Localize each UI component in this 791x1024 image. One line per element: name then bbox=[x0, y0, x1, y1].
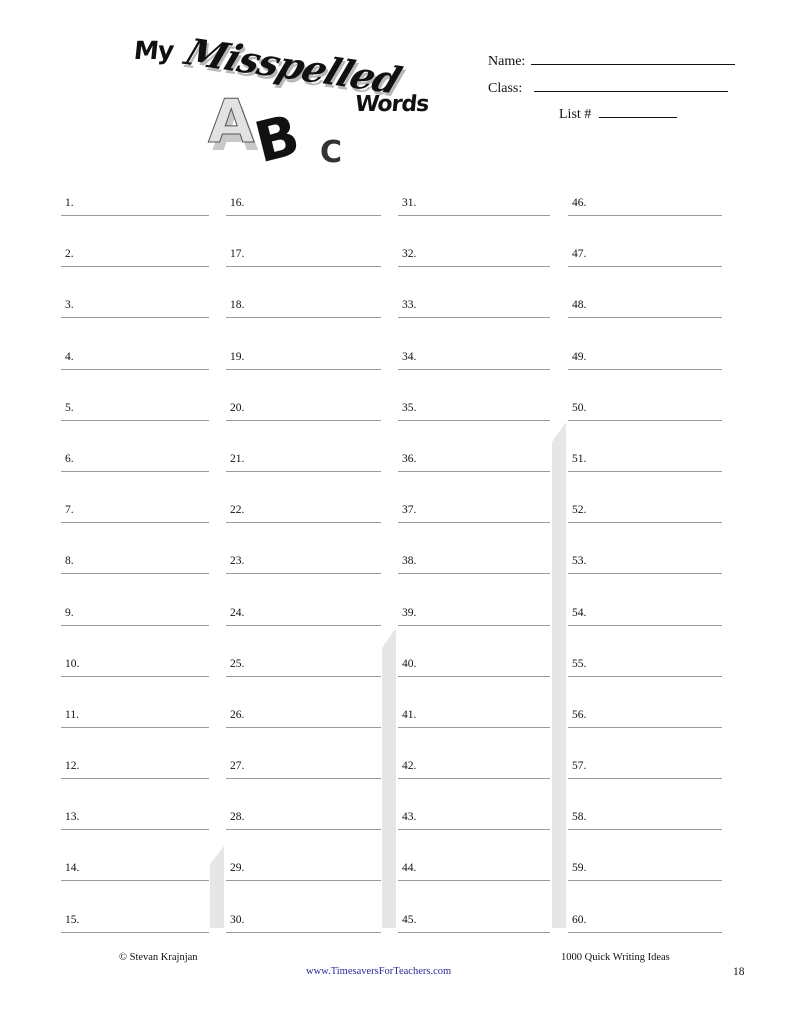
entry-write-line[interactable] bbox=[61, 471, 209, 472]
entry-write-line[interactable] bbox=[568, 471, 722, 472]
list-entry[interactable] bbox=[226, 551, 381, 602]
entry-number: 48. bbox=[572, 299, 587, 312]
list-entry[interactable] bbox=[398, 449, 550, 500]
entry-write-line[interactable] bbox=[226, 215, 381, 216]
name-field[interactable] bbox=[488, 52, 735, 70]
entry-number: 57. bbox=[572, 760, 587, 773]
list-entry[interactable] bbox=[226, 654, 381, 705]
entry-number: 15. bbox=[65, 913, 80, 926]
entry-write-line[interactable] bbox=[398, 471, 550, 472]
list-entry[interactable] bbox=[398, 295, 550, 346]
list-entry[interactable] bbox=[61, 347, 209, 398]
entry-number: 56. bbox=[572, 708, 587, 721]
entry-number: 30. bbox=[230, 913, 245, 926]
list-entry[interactable] bbox=[398, 603, 550, 654]
list-entry[interactable] bbox=[398, 756, 550, 807]
list-entry[interactable] bbox=[61, 603, 209, 654]
entry-write-line[interactable] bbox=[226, 471, 381, 472]
entry-number: 23. bbox=[230, 555, 245, 568]
entry-write-line[interactable] bbox=[398, 369, 550, 370]
list-entry[interactable] bbox=[226, 449, 381, 500]
list-entry[interactable] bbox=[398, 347, 550, 398]
entry-number: 2. bbox=[65, 248, 74, 261]
list-entry[interactable] bbox=[61, 449, 209, 500]
list-entry[interactable] bbox=[226, 347, 381, 398]
list-entry[interactable] bbox=[568, 551, 722, 602]
entry-write-line[interactable] bbox=[568, 522, 722, 523]
entry-number: 20. bbox=[230, 401, 245, 414]
entry-number: 14. bbox=[65, 862, 80, 875]
list-entry[interactable] bbox=[568, 295, 722, 346]
entry-write-line[interactable] bbox=[61, 727, 209, 728]
list-entry[interactable] bbox=[398, 398, 550, 449]
entry-number: 55. bbox=[572, 657, 587, 670]
entry-write-line[interactable] bbox=[61, 625, 209, 626]
entry-write-line[interactable] bbox=[226, 369, 381, 370]
entry-number: 37. bbox=[402, 504, 417, 517]
column-1 bbox=[61, 193, 209, 961]
entry-number: 47. bbox=[572, 248, 587, 261]
column-4 bbox=[568, 193, 722, 961]
entry-number: 29. bbox=[230, 862, 245, 875]
entry-number: 58. bbox=[572, 811, 587, 824]
entry-number: 32. bbox=[402, 248, 417, 261]
entry-number: 3. bbox=[65, 299, 74, 312]
list-number-blank[interactable] bbox=[599, 105, 677, 118]
entry-number: 34. bbox=[402, 350, 417, 363]
letter-b-graphic: B bbox=[248, 102, 306, 177]
ramp-decoration-2 bbox=[378, 622, 400, 928]
entry-number: 59. bbox=[572, 862, 587, 875]
list-entry[interactable] bbox=[226, 858, 381, 909]
entry-write-line[interactable] bbox=[568, 880, 722, 881]
list-entry[interactable] bbox=[226, 603, 381, 654]
list-entry[interactable] bbox=[226, 807, 381, 858]
entry-number: 60. bbox=[572, 913, 587, 926]
entry-write-line[interactable] bbox=[61, 778, 209, 779]
list-entry[interactable] bbox=[398, 705, 550, 756]
entry-write-line[interactable] bbox=[61, 573, 209, 574]
list-entry[interactable] bbox=[226, 295, 381, 346]
list-entry[interactable] bbox=[568, 244, 722, 295]
entry-write-line[interactable] bbox=[398, 932, 550, 933]
entry-number: 52. bbox=[572, 504, 587, 517]
entry-number: 38. bbox=[402, 555, 417, 568]
entry-number: 25. bbox=[230, 657, 245, 670]
list-entry[interactable] bbox=[61, 295, 209, 346]
entry-number: 40. bbox=[402, 657, 417, 670]
entry-number: 28. bbox=[230, 811, 245, 824]
list-entry[interactable] bbox=[568, 705, 722, 756]
class-blank[interactable] bbox=[534, 79, 728, 92]
letter-a-graphic: A bbox=[208, 87, 255, 157]
entry-write-line[interactable] bbox=[61, 266, 209, 267]
entry-number: 1. bbox=[65, 197, 74, 209]
entry-write-line[interactable] bbox=[226, 420, 381, 421]
list-entry[interactable] bbox=[568, 654, 722, 705]
title-my: My bbox=[132, 36, 175, 65]
entry-number: 50. bbox=[572, 401, 587, 414]
entry-number: 10. bbox=[65, 657, 80, 670]
list-entry[interactable] bbox=[568, 449, 722, 500]
entry-write-line[interactable] bbox=[568, 266, 722, 267]
footer-website-link[interactable]: www.TimesaversForTeachers.com bbox=[306, 966, 452, 977]
list-entry[interactable] bbox=[226, 756, 381, 807]
entry-write-line[interactable] bbox=[398, 420, 550, 421]
list-entry[interactable] bbox=[226, 500, 381, 551]
entry-number: 46. bbox=[572, 197, 587, 209]
entry-number: 12. bbox=[65, 760, 80, 773]
list-entry[interactable] bbox=[398, 858, 550, 909]
list-entry[interactable] bbox=[398, 244, 550, 295]
entry-write-line[interactable] bbox=[568, 317, 722, 318]
title-misspelled: Misspelled bbox=[179, 30, 407, 102]
entry-write-line[interactable] bbox=[398, 573, 550, 574]
entry-write-line[interactable] bbox=[568, 829, 722, 830]
entry-write-line[interactable] bbox=[398, 829, 550, 830]
entry-number: 43. bbox=[402, 811, 417, 824]
entry-write-line[interactable] bbox=[568, 676, 722, 677]
list-entry[interactable] bbox=[61, 858, 209, 909]
entry-write-line[interactable] bbox=[61, 880, 209, 881]
entry-number: 18. bbox=[230, 299, 245, 312]
list-entry[interactable] bbox=[61, 807, 209, 858]
entry-write-line[interactable] bbox=[568, 369, 722, 370]
entry-number: 6. bbox=[65, 452, 74, 465]
entry-write-line[interactable] bbox=[568, 625, 722, 626]
list-entry[interactable] bbox=[568, 807, 722, 858]
entry-write-line[interactable] bbox=[61, 676, 209, 677]
entry-write-line[interactable] bbox=[398, 778, 550, 779]
entry-write-line[interactable] bbox=[61, 369, 209, 370]
list-entry[interactable] bbox=[61, 193, 209, 244]
entry-number: 35. bbox=[402, 401, 417, 414]
entry-number: 36. bbox=[402, 452, 417, 465]
entry-number: 49. bbox=[572, 350, 587, 363]
entry-number: 8. bbox=[65, 555, 74, 568]
list-entry[interactable] bbox=[61, 398, 209, 449]
footer-author: © Stevan Krajnjan bbox=[119, 952, 198, 963]
entry-number: 39. bbox=[402, 606, 417, 619]
list-entry[interactable] bbox=[61, 654, 209, 705]
entry-number: 54. bbox=[572, 606, 587, 619]
entry-write-line[interactable] bbox=[61, 317, 209, 318]
entry-write-line[interactable] bbox=[226, 625, 381, 626]
entry-write-line[interactable] bbox=[61, 215, 209, 216]
list-entry[interactable] bbox=[568, 603, 722, 654]
entry-number: 16. bbox=[230, 197, 245, 209]
list-entry[interactable] bbox=[61, 500, 209, 551]
list-entry[interactable] bbox=[61, 551, 209, 602]
list-entry[interactable] bbox=[568, 398, 722, 449]
column-3 bbox=[398, 193, 550, 961]
entry-write-line[interactable] bbox=[568, 215, 722, 216]
entry-number: 26. bbox=[230, 708, 245, 721]
entry-write-line[interactable] bbox=[226, 522, 381, 523]
list-entry[interactable] bbox=[568, 347, 722, 398]
entry-write-line[interactable] bbox=[568, 778, 722, 779]
entry-write-line[interactable] bbox=[398, 676, 550, 677]
list-entry[interactable] bbox=[398, 193, 550, 244]
entry-write-line[interactable] bbox=[398, 625, 550, 626]
entry-write-line[interactable] bbox=[61, 932, 209, 933]
list-entry[interactable] bbox=[398, 910, 550, 961]
list-entry[interactable] bbox=[398, 654, 550, 705]
entry-write-line[interactable] bbox=[61, 420, 209, 421]
entry-write-line[interactable] bbox=[226, 676, 381, 677]
entry-write-line[interactable] bbox=[226, 880, 381, 881]
footer-book-title: 1000 Quick Writing Ideas bbox=[561, 952, 670, 963]
list-entry[interactable] bbox=[568, 756, 722, 807]
entry-number: 53. bbox=[572, 555, 587, 568]
list-entry[interactable] bbox=[568, 193, 722, 244]
entry-write-line[interactable] bbox=[398, 266, 550, 267]
name-blank[interactable] bbox=[531, 52, 735, 65]
entry-write-line[interactable] bbox=[568, 573, 722, 574]
list-number-field[interactable] bbox=[559, 105, 677, 123]
entry-write-line[interactable] bbox=[226, 778, 381, 779]
entry-write-line[interactable] bbox=[226, 317, 381, 318]
entry-write-line[interactable] bbox=[398, 317, 550, 318]
list-entry[interactable] bbox=[398, 551, 550, 602]
list-entry[interactable] bbox=[226, 705, 381, 756]
entry-number: 33. bbox=[402, 299, 417, 312]
entry-number: 41. bbox=[402, 708, 417, 721]
entry-write-line[interactable] bbox=[226, 573, 381, 574]
list-entry[interactable] bbox=[226, 244, 381, 295]
list-entry[interactable] bbox=[61, 705, 209, 756]
entry-number: 5. bbox=[65, 401, 74, 414]
entry-write-line[interactable] bbox=[61, 522, 209, 523]
letter-c-graphic: C bbox=[320, 135, 343, 170]
entry-number: 51. bbox=[572, 452, 587, 465]
list-entry[interactable] bbox=[226, 398, 381, 449]
entry-number: 19. bbox=[230, 350, 245, 363]
entry-write-line[interactable] bbox=[398, 727, 550, 728]
entry-write-line[interactable] bbox=[61, 829, 209, 830]
page-number: 18 bbox=[733, 966, 745, 978]
class-field[interactable] bbox=[488, 79, 728, 97]
entry-write-line[interactable] bbox=[568, 727, 722, 728]
entry-number: 7. bbox=[65, 504, 74, 517]
entry-write-line[interactable] bbox=[398, 880, 550, 881]
list-entry[interactable] bbox=[398, 807, 550, 858]
entry-write-line[interactable] bbox=[226, 727, 381, 728]
list-entry[interactable] bbox=[61, 244, 209, 295]
entry-number: 11. bbox=[65, 708, 79, 721]
entry-write-line[interactable] bbox=[398, 522, 550, 523]
list-entry[interactable] bbox=[226, 910, 381, 961]
entry-number: 27. bbox=[230, 760, 245, 773]
entry-write-line[interactable] bbox=[226, 932, 381, 933]
entry-write-line[interactable] bbox=[226, 829, 381, 830]
list-entry[interactable] bbox=[568, 500, 722, 551]
entry-write-line[interactable] bbox=[568, 420, 722, 421]
name-label: Name: bbox=[488, 54, 526, 69]
list-label: List # bbox=[559, 107, 592, 122]
class-label: Class: bbox=[488, 81, 523, 96]
entry-number: 31. bbox=[402, 197, 417, 209]
entry-number: 24. bbox=[230, 606, 245, 619]
entry-number: 17. bbox=[230, 248, 245, 261]
entry-write-line[interactable] bbox=[226, 266, 381, 267]
entry-number: 21. bbox=[230, 452, 245, 465]
column-2 bbox=[226, 193, 381, 961]
entry-number: 13. bbox=[65, 811, 80, 824]
entry-number: 9. bbox=[65, 606, 74, 619]
list-entry[interactable] bbox=[226, 193, 381, 244]
title-words: Words bbox=[353, 92, 430, 117]
entry-write-line[interactable] bbox=[398, 215, 550, 216]
entry-number: 22. bbox=[230, 504, 245, 517]
ramp-decoration-3 bbox=[548, 418, 570, 928]
entry-number: 44. bbox=[402, 862, 417, 875]
list-entry[interactable] bbox=[61, 756, 209, 807]
list-entry[interactable] bbox=[398, 500, 550, 551]
entry-number: 45. bbox=[402, 913, 417, 926]
entry-write-line[interactable] bbox=[568, 932, 722, 933]
list-entry[interactable] bbox=[568, 858, 722, 909]
entry-number: 42. bbox=[402, 760, 417, 773]
entry-number: 4. bbox=[65, 350, 74, 363]
ramp-decoration-1 bbox=[206, 842, 228, 928]
